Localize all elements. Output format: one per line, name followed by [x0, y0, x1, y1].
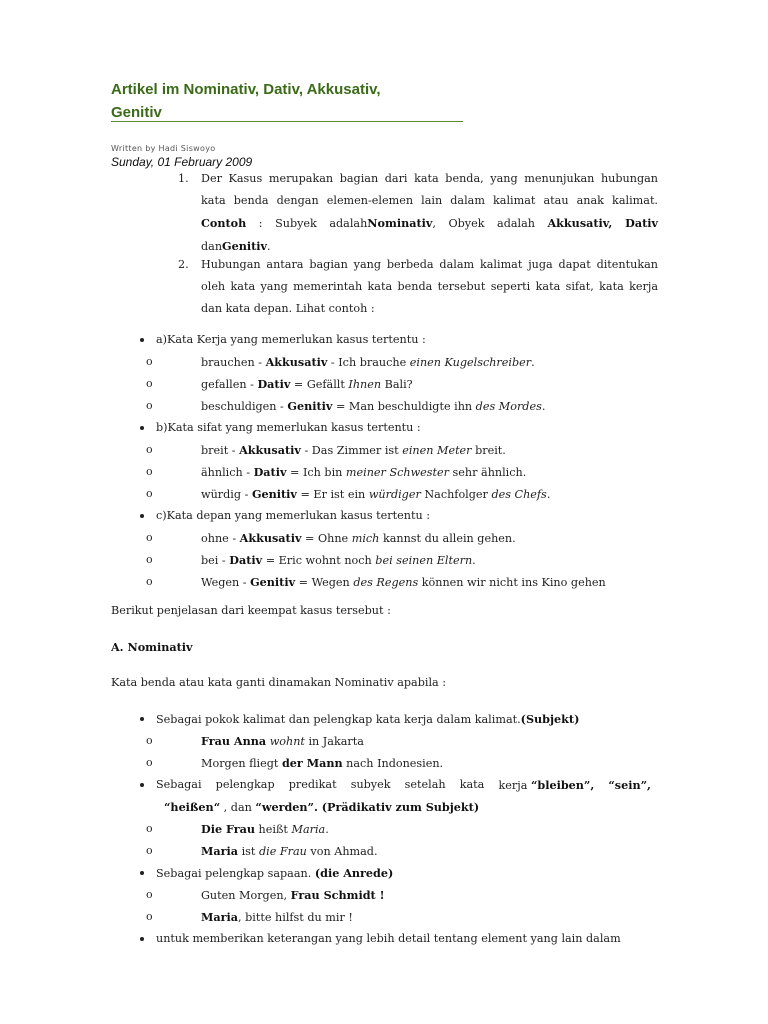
- sub-bullet-marker: o: [146, 487, 153, 500]
- bullet-dot: [140, 514, 144, 518]
- item-text: Der Kasus merupakan bagian dari kata benda, yang menunjukan hubungan kata benda dengan elemen-elemen lain dalam kalimat atau anak kalimat. Contoh : Subyek adalahNominativ, Obyek adalah Akkusativ, Dativ danGenitiv.: [201, 172, 658, 253]
- item-number: 1.: [178, 172, 189, 185]
- sub-bullet-marker: o: [146, 822, 153, 835]
- numbered-item: [178, 254, 658, 320]
- sub-bullet-marker: o: [146, 553, 153, 566]
- bullet-dot: [140, 717, 144, 721]
- sub-bullet-marker: o: [146, 443, 153, 456]
- example-line: Wegen - Genitiv = Wegen des Regens können wir nicht ins Kino gehen: [201, 575, 606, 589]
- title-underline: [111, 121, 463, 122]
- nominativ-bullet: Sebagai pelengkap sapaan. (die Anrede): [156, 866, 394, 880]
- nominativ-bullet: untuk memberikan keterangan yang lebih detail tentang element yang lain dalam: [156, 932, 621, 945]
- example-line: gefallen - Dativ = Gefällt Ihnen Bali?: [201, 377, 413, 391]
- title-line-1: Artikel im Nominativ, Dativ, Akkusativ,: [111, 81, 381, 98]
- example-line: Frau Anna wohnt in Jakarta: [201, 734, 364, 748]
- example-line: Maria ist die Frau von Ahmad.: [201, 844, 378, 858]
- bullet-dot: [140, 871, 144, 875]
- nominativ-bullet: Sebagai pokok kalimat dan pelengkap kata kerja dalam kalimat.(Subjekt): [156, 712, 580, 726]
- article-title: [111, 78, 463, 124]
- sub-bullet-marker: o: [146, 399, 153, 412]
- example-line: bei - Dativ = Eric wohnt noch bei seinen Eltern.: [201, 553, 476, 567]
- example-line: beschuldigen - Genitiv = Man beschuldigte ihn des Mordes.: [201, 399, 546, 413]
- nominativ-bullet: Sebagai pelengkap predikat subyek setelah kata kerja “bleiben”, “sein”,: [156, 778, 651, 792]
- intro-text: Berikut penjelasan dari keempat kasus tersebut :: [111, 604, 391, 617]
- sub-bullet-marker: o: [146, 844, 153, 857]
- bullet-dot: [140, 937, 144, 941]
- sub-bullet-marker: o: [146, 888, 153, 901]
- sub-bullet-marker: o: [146, 531, 153, 544]
- example-line: Guten Morgen, Frau Schmidt !: [201, 888, 385, 902]
- sub-bullet-marker: o: [146, 575, 153, 588]
- example-line: Maria, bitte hilfst du mir !: [201, 910, 353, 924]
- sub-bullet-marker: o: [146, 355, 153, 368]
- sub-bullet-marker: o: [146, 756, 153, 769]
- byline: Written by Hadi Siswoyo: [111, 144, 216, 153]
- example-line: ähnlich - Dativ = Ich bin meiner Schwester sehr ähnlich.: [201, 465, 527, 479]
- sub-bullet-marker: o: [146, 465, 153, 478]
- example-line: breit - Akkusativ - Das Zimmer ist einen Meter breit.: [201, 443, 506, 457]
- example-line: ohne - Akkusativ = Ohne mich kannst du allein gehen.: [201, 531, 516, 545]
- section-label: b)Kata sifat yang memerlukan kasus tertentu :: [156, 421, 421, 434]
- bullet-dot: [140, 426, 144, 430]
- example-line: Die Frau heißt Maria.: [201, 822, 329, 836]
- bullet-dot: [140, 338, 144, 342]
- example-line: würdig - Genitiv = Er ist ein würdiger Nachfolger des Chefs.: [201, 487, 551, 501]
- publish-date: Sunday, 01 February 2009: [111, 155, 253, 169]
- title-line-2: Genitiv: [111, 104, 162, 121]
- section-intro: Kata benda atau kata ganti dinamakan Nominativ apabila :: [111, 676, 447, 689]
- section-label: c)Kata depan yang memerlukan kasus tertentu :: [156, 509, 430, 522]
- sub-bullet-marker: o: [146, 734, 153, 747]
- section-heading: A. Nominativ: [111, 640, 193, 654]
- example-line: brauchen - Akkusativ - Ich brauche einen Kugelschreiber.: [201, 355, 535, 369]
- example-line: Morgen fliegt der Mann nach Indonesien.: [201, 756, 444, 770]
- sub-bullet-marker: o: [146, 377, 153, 390]
- sub-bullet-marker: o: [146, 910, 153, 923]
- nominativ-bullet-cont: “heißen“ , dan “werden”. (Prädikativ zum Subjekt): [164, 800, 480, 814]
- item-number: 2.: [178, 258, 189, 271]
- item-text: Hubungan antara bagian yang berbeda dalam kalimat juga dapat ditentukan oleh kata yang memerintah kata benda tersebut seperti kata sifat, kata kerja dan kata depan. Lihat contoh :: [201, 258, 658, 315]
- bullet-dot: [140, 783, 144, 787]
- numbered-item: [178, 168, 658, 258]
- section-label: a)Kata Kerja yang memerlukan kasus tertentu :: [156, 333, 426, 346]
